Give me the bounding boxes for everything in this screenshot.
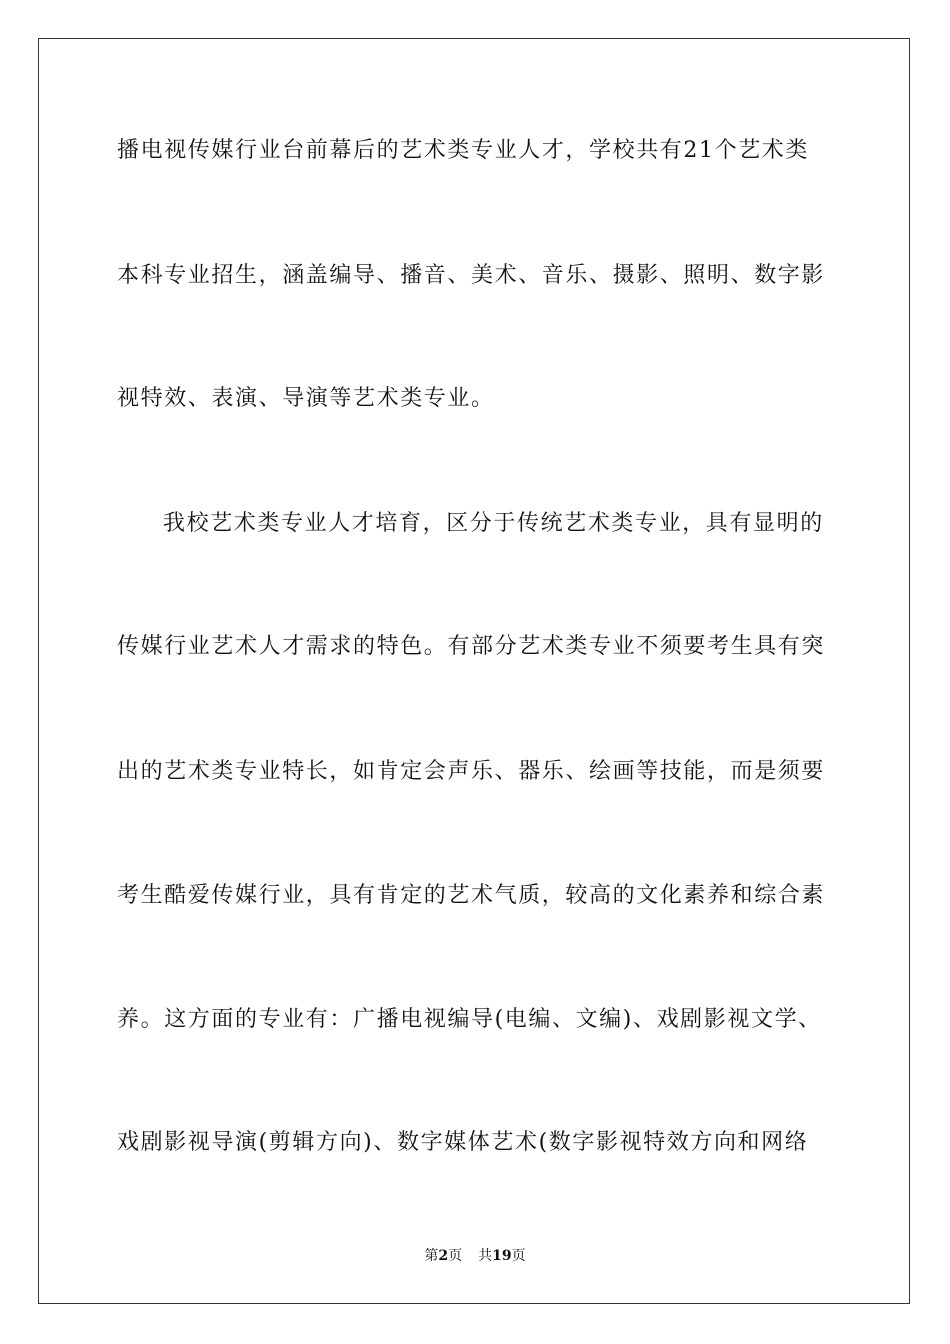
body-text-line-9: 戏剧影视导演(剪辑方向)、数字媒体艺术(数字影视特效方向和网络 [117, 1130, 809, 1155]
total-pages: 19 [492, 1248, 512, 1264]
body-text-line-6: 出的艺术类专业特长，如肯定会声乐、器乐、绘画等技能，而是须要 [117, 759, 826, 784]
body-text-line-1: 播电视传媒行业台前幕后的艺术类专业人才，学校共有21个艺术类 [117, 138, 809, 163]
body-text-line-7: 考生酷爱传媒行业，具有肯定的艺术气质，较高的文化素养和综合素 [117, 883, 826, 908]
body-text-line-5: 传媒行业艺术人才需求的特色。有部分艺术类专业不须要考生具有突 [117, 634, 826, 659]
body-text-line-3: 视特效、表演、导演等艺术类专业。 [117, 386, 495, 411]
page-suffix: 页 [448, 1248, 463, 1264]
body-text-line-8: 养。这方面的专业有：广播电视编导(电编、文编)、戏剧影视文学、 [117, 1007, 822, 1032]
page-footer [0, 1246, 950, 1266]
body-text-line-2: 本科专业招生，涵盖编导、播音、美术、音乐、摄影、照明、数字影 [117, 263, 826, 288]
total-prefix: 共 [478, 1248, 493, 1264]
page-border [38, 38, 910, 1304]
page-prefix: 第 [424, 1248, 439, 1264]
body-text-line-4: 我校艺术类专业人才培育，区分于传统艺术类专业，具有显明的 [163, 511, 824, 536]
page-number: 2 [438, 1248, 449, 1264]
total-suffix: 页 [511, 1248, 526, 1264]
